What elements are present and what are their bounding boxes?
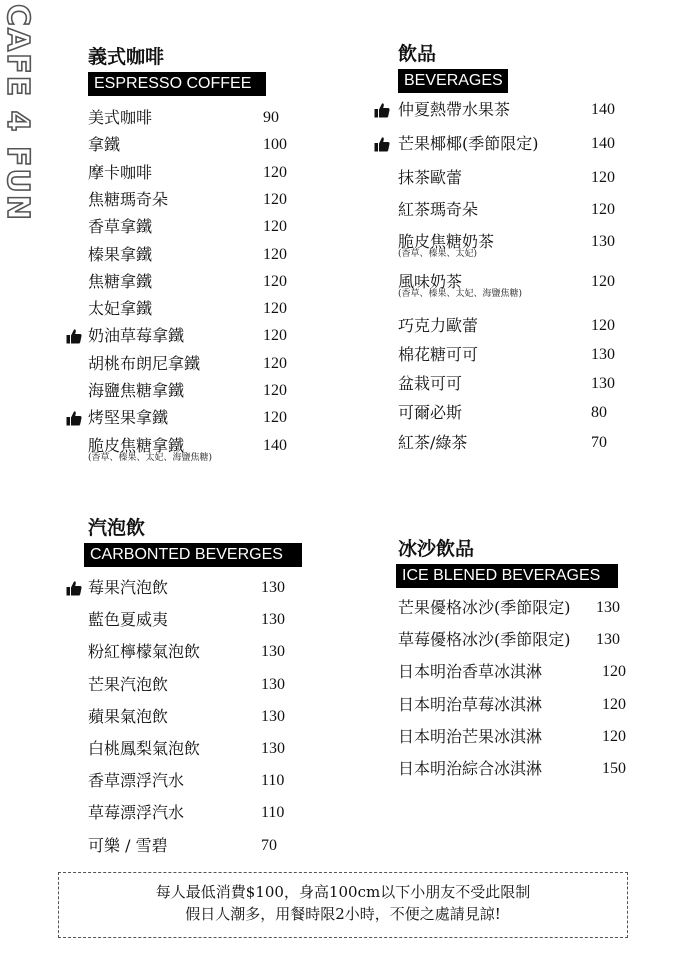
carbonated-menu-item — [88, 801, 298, 825]
carbonated-banner: CARBONTED BEVERGES — [84, 543, 302, 567]
item-name: 胡桃布朗尼拿鐵 — [88, 354, 201, 373]
item-price: 130 — [596, 631, 620, 648]
beverages-title: 飲品 — [398, 43, 437, 65]
item-price: 120 — [591, 169, 615, 186]
beverages-menu-item — [398, 270, 628, 299]
item-price: 130 — [596, 599, 620, 616]
beverages-section — [398, 43, 628, 93]
notice-line-2: 假日人潮多，用餐時限2小時，不便之處請見諒! — [185, 905, 501, 923]
thumbs-up-icon — [66, 580, 82, 596]
item-name: 芒果汽泡飲 — [88, 675, 169, 694]
notice-box — [58, 872, 628, 938]
beverages-menu-item — [398, 401, 628, 425]
item-price: 120 — [591, 201, 615, 218]
ice-blended-banner: ICE BLENED BEVERAGES — [396, 564, 618, 588]
item-name: 烤堅果拿鐵 — [88, 408, 169, 427]
item-name: 香草拿鐵 — [88, 217, 153, 236]
item-price: 70 — [261, 837, 277, 854]
notice-line-1: 每人最低消費$100，身高100cm以下小朋友不受此限制 — [155, 883, 531, 901]
item-name: 焦糖拿鐵 — [88, 272, 153, 291]
beverages-menu-item — [398, 166, 628, 190]
item-name: 蘋果氣泡飲 — [88, 707, 169, 726]
carbonated-menu-item — [88, 834, 298, 858]
beverages-menu-item — [398, 314, 628, 338]
carbonated-menu-item — [88, 576, 298, 600]
item-name: 榛果拿鐵 — [88, 245, 153, 264]
item-name: 風味奶茶 — [398, 272, 463, 291]
espresso-menu-item — [88, 133, 298, 157]
item-name: 太妃拿鐵 — [88, 299, 153, 318]
carbonated-menu-item — [88, 673, 298, 697]
thumbs-up-icon — [374, 136, 390, 152]
item-name: 莓果汽泡飲 — [88, 578, 169, 597]
item-price: 140 — [591, 135, 615, 152]
item-name: 日本明治芒果冰淇淋 — [398, 727, 543, 746]
item-price: 90 — [263, 109, 279, 126]
item-name: 可樂 / 雪碧 — [88, 836, 168, 855]
item-price: 140 — [263, 437, 287, 454]
item-name: 日本明治綜合冰淇淋 — [398, 759, 543, 778]
espresso-menu-item — [88, 352, 298, 376]
espresso-menu-item — [88, 270, 298, 294]
carbonated-menu-item — [88, 705, 298, 729]
espresso-menu-item — [88, 215, 298, 239]
item-price: 130 — [261, 611, 285, 628]
item-price: 130 — [261, 579, 285, 596]
item-price: 150 — [602, 760, 626, 777]
item-price: 110 — [261, 804, 285, 821]
carbonated-section — [88, 517, 308, 567]
item-name: 脆皮焦糖奶茶 — [398, 232, 495, 251]
item-name: 摩卡咖啡 — [88, 163, 153, 182]
ice-blended-menu-item — [398, 693, 638, 717]
item-name: 盆栽可可 — [398, 374, 463, 393]
item-name: 紅茶瑪奇朵 — [398, 200, 479, 219]
item-name: 拿鐵 — [88, 135, 121, 154]
item-name: 抹茶歐蕾 — [398, 168, 463, 187]
item-price: 120 — [263, 273, 287, 290]
item-flavor-note: (香草、榛果、太妃、海鹽焦糖) — [398, 289, 523, 299]
item-name: 芒果椰椰(季節限定) — [398, 134, 539, 153]
item-name: 海鹽焦糖拿鐵 — [88, 381, 185, 400]
espresso-menu-item — [88, 243, 298, 267]
item-name: 日本明治香草冰淇淋 — [398, 662, 543, 681]
thumbs-up-icon — [66, 328, 82, 344]
item-price: 130 — [261, 708, 285, 725]
espresso-menu-item — [88, 434, 298, 463]
ice-blended-menu-item — [398, 660, 638, 684]
item-price: 130 — [261, 740, 285, 757]
item-price: 120 — [263, 355, 287, 372]
ice-blended-menu-item — [398, 596, 638, 620]
carbonated-title: 汽泡飲 — [88, 517, 146, 539]
ice-blended-menu-item — [398, 628, 638, 652]
item-name: 巧克力歐蕾 — [398, 316, 479, 335]
item-name: 香草漂浮汽水 — [88, 771, 185, 790]
side-logo: CAFE 4 FUN — [0, 4, 35, 222]
item-name: 紅茶/綠茶 — [398, 433, 468, 452]
item-price: 120 — [602, 728, 626, 745]
item-price: 120 — [263, 382, 287, 399]
espresso-menu-item — [88, 188, 298, 212]
item-price: 120 — [591, 317, 615, 334]
item-name: 日本明治草莓冰淇淋 — [398, 695, 543, 714]
item-flavor-note: (香草、榛果、太妃) — [398, 249, 478, 259]
item-price: 120 — [263, 409, 287, 426]
beverages-menu-item — [398, 230, 628, 259]
item-name: 奶油草莓拿鐵 — [88, 326, 185, 345]
thumbs-up-icon — [374, 102, 390, 118]
item-price: 140 — [591, 101, 615, 118]
item-price: 130 — [261, 643, 285, 660]
item-price: 120 — [263, 191, 287, 208]
item-price: 80 — [591, 404, 607, 421]
espresso-menu-item — [88, 324, 298, 348]
item-price: 120 — [602, 663, 626, 680]
ice-blended-menu-item — [398, 757, 638, 781]
beverages-menu-item — [398, 343, 628, 367]
carbonated-menu-item — [88, 769, 298, 793]
item-price: 100 — [263, 136, 287, 153]
ice-blended-title: 冰沙飲品 — [398, 538, 475, 560]
beverages-menu-item — [398, 431, 628, 455]
item-price: 120 — [263, 246, 287, 263]
beverages-banner: BEVERAGES — [398, 69, 508, 93]
ice-blended-menu-item — [398, 725, 638, 749]
item-name: 白桃鳳梨氣泡飲 — [88, 739, 201, 758]
item-name: 棉花糖可可 — [398, 345, 479, 364]
item-name: 可爾必斯 — [398, 403, 463, 422]
item-name: 美式咖啡 — [88, 108, 153, 127]
item-price: 120 — [591, 273, 615, 290]
item-price: 120 — [263, 327, 287, 344]
beverages-menu-item — [398, 98, 628, 122]
espresso-banner: ESPRESSO COFFEE — [88, 72, 266, 96]
item-name: 粉紅檸檬氣泡飲 — [88, 642, 201, 661]
item-name: 草莓漂浮汽水 — [88, 803, 185, 822]
item-price: 130 — [591, 233, 615, 250]
item-name: 藍色夏威夷 — [88, 610, 169, 629]
beverages-menu-item — [398, 198, 628, 222]
carbonated-menu-item — [88, 737, 298, 761]
item-flavor-note: (香草、榛果、太妃、海鹽焦糖) — [88, 453, 213, 463]
item-price: 120 — [263, 300, 287, 317]
espresso-menu-item — [88, 161, 298, 185]
espresso-menu-item — [88, 297, 298, 321]
beverages-menu-item — [398, 132, 628, 156]
beverages-menu-item — [398, 372, 628, 396]
espresso-menu-item — [88, 379, 298, 403]
item-price: 130 — [591, 375, 615, 392]
item-price: 70 — [591, 434, 607, 451]
carbonated-menu-item — [88, 608, 298, 632]
item-price: 110 — [261, 772, 285, 789]
carbonated-menu-item — [88, 640, 298, 664]
item-name: 仲夏熱帶水果茶 — [398, 100, 511, 119]
item-price: 120 — [263, 164, 287, 181]
item-name: 焦糖瑪奇朵 — [88, 190, 169, 209]
item-name: 芒果優格冰沙(季節限定) — [398, 598, 571, 617]
espresso-title: 義式咖啡 — [88, 46, 165, 68]
espresso-menu-item — [88, 406, 298, 430]
espresso-menu-item — [88, 106, 298, 130]
espresso-section — [88, 46, 298, 96]
item-price: 130 — [591, 346, 615, 363]
item-name: 脆皮焦糖拿鐵 — [88, 436, 185, 455]
item-price: 120 — [263, 218, 287, 235]
thumbs-up-icon — [66, 410, 82, 426]
item-name: 草莓優格冰沙(季節限定) — [398, 630, 571, 649]
item-price: 120 — [602, 696, 626, 713]
ice-blended-section — [398, 538, 628, 588]
item-price: 130 — [261, 676, 285, 693]
